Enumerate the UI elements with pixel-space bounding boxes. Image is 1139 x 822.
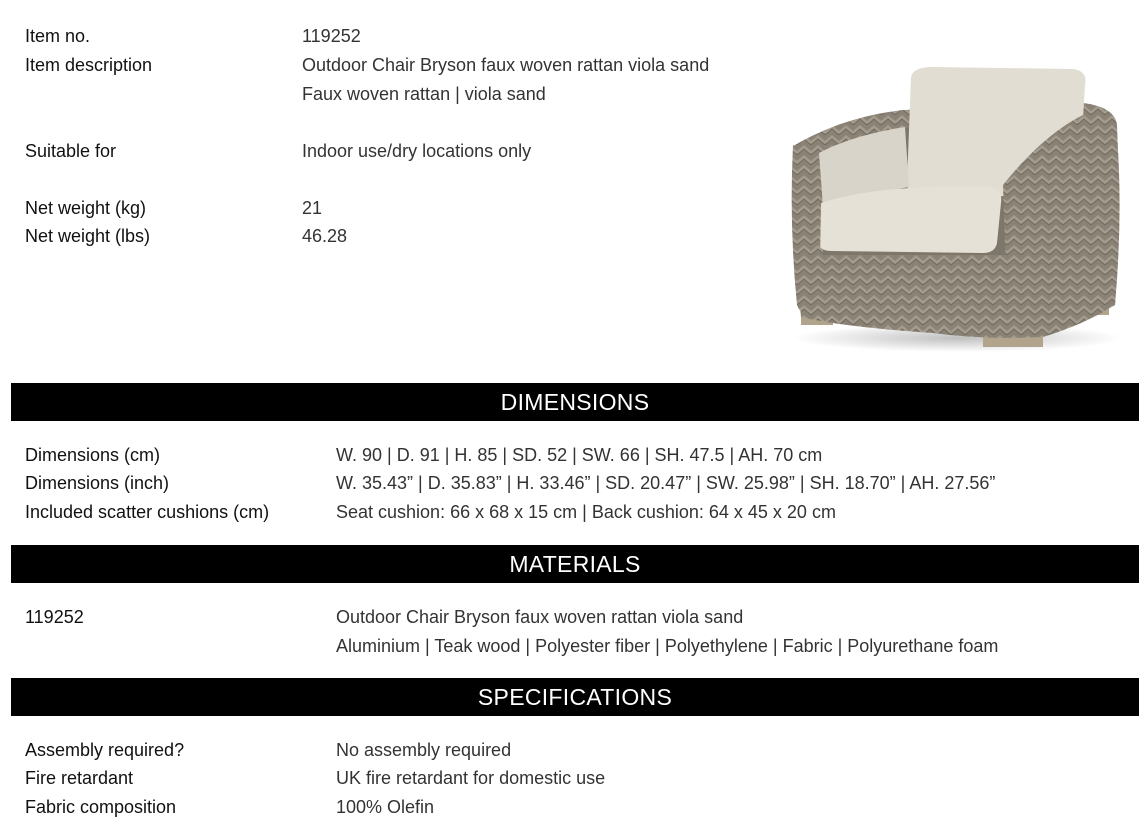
net-weight-kg-value: 21 [302,198,323,218]
fabric-composition-value: 100% Olefin [336,797,435,817]
assembly-required-label: Assembly required? [25,740,185,760]
materials-item-no: 119252 [25,607,84,627]
suitable-for-value: Indoor use/dry locations only [302,141,532,161]
net-weight-lbs-value: 46.28 [302,226,348,246]
dimensions-inch-value: W. 35.43” | D. 35.83” | H. 33.46” | SD. 20.47” | SW. 25.98” | SH. 18.70” | AH. 27.56” [336,473,996,493]
suitable-for-label: Suitable for [25,141,117,161]
item-description-label: Item description [25,55,153,75]
fire-retardant-label: Fire retardant [25,768,134,788]
item-no-label: Item no. [25,26,91,46]
dimensions-section-header: DIMENSIONS [11,383,1139,421]
item-no-value: 119252 [302,26,361,46]
item-description-line1: Outdoor Chair Bryson faux woven rattan viola sand [302,55,710,75]
materials-section-header: MATERIALS [11,545,1139,583]
item-description-line2: Faux woven rattan | viola sand [302,84,546,104]
fire-retardant-value: UK fire retardant for domestic use [336,768,606,788]
outdoor-chair-icon [783,55,1123,355]
dimensions-inch-label: Dimensions (inch) [25,473,170,493]
product-photo [783,55,1123,355]
materials-list: Aluminium | Teak wood | Polyester fiber | Polyethylene | Fabric | Polyurethane foam [336,636,999,656]
fabric-composition-label: Fabric composition [25,797,177,817]
dimensions-cm-value: W. 90 | D. 91 | H. 85 | SD. 52 | SW. 66 | SH. 47.5 | AH. 70 cm [336,445,823,465]
scatter-cushions-value: Seat cushion: 66 x 68 x 15 cm | Back cushion: 64 x 45 x 20 cm [336,502,836,522]
net-weight-lbs-label: Net weight (lbs) [25,226,151,246]
assembly-required-value: No assembly required [336,740,512,760]
net-weight-kg-label: Net weight (kg) [25,198,147,218]
specifications-section-header: SPECIFICATIONS [11,678,1139,716]
dimensions-cm-label: Dimensions (cm) [25,445,161,465]
materials-description: Outdoor Chair Bryson faux woven rattan viola sand [336,607,744,627]
scatter-cushions-label: Included scatter cushions (cm) [25,502,270,522]
